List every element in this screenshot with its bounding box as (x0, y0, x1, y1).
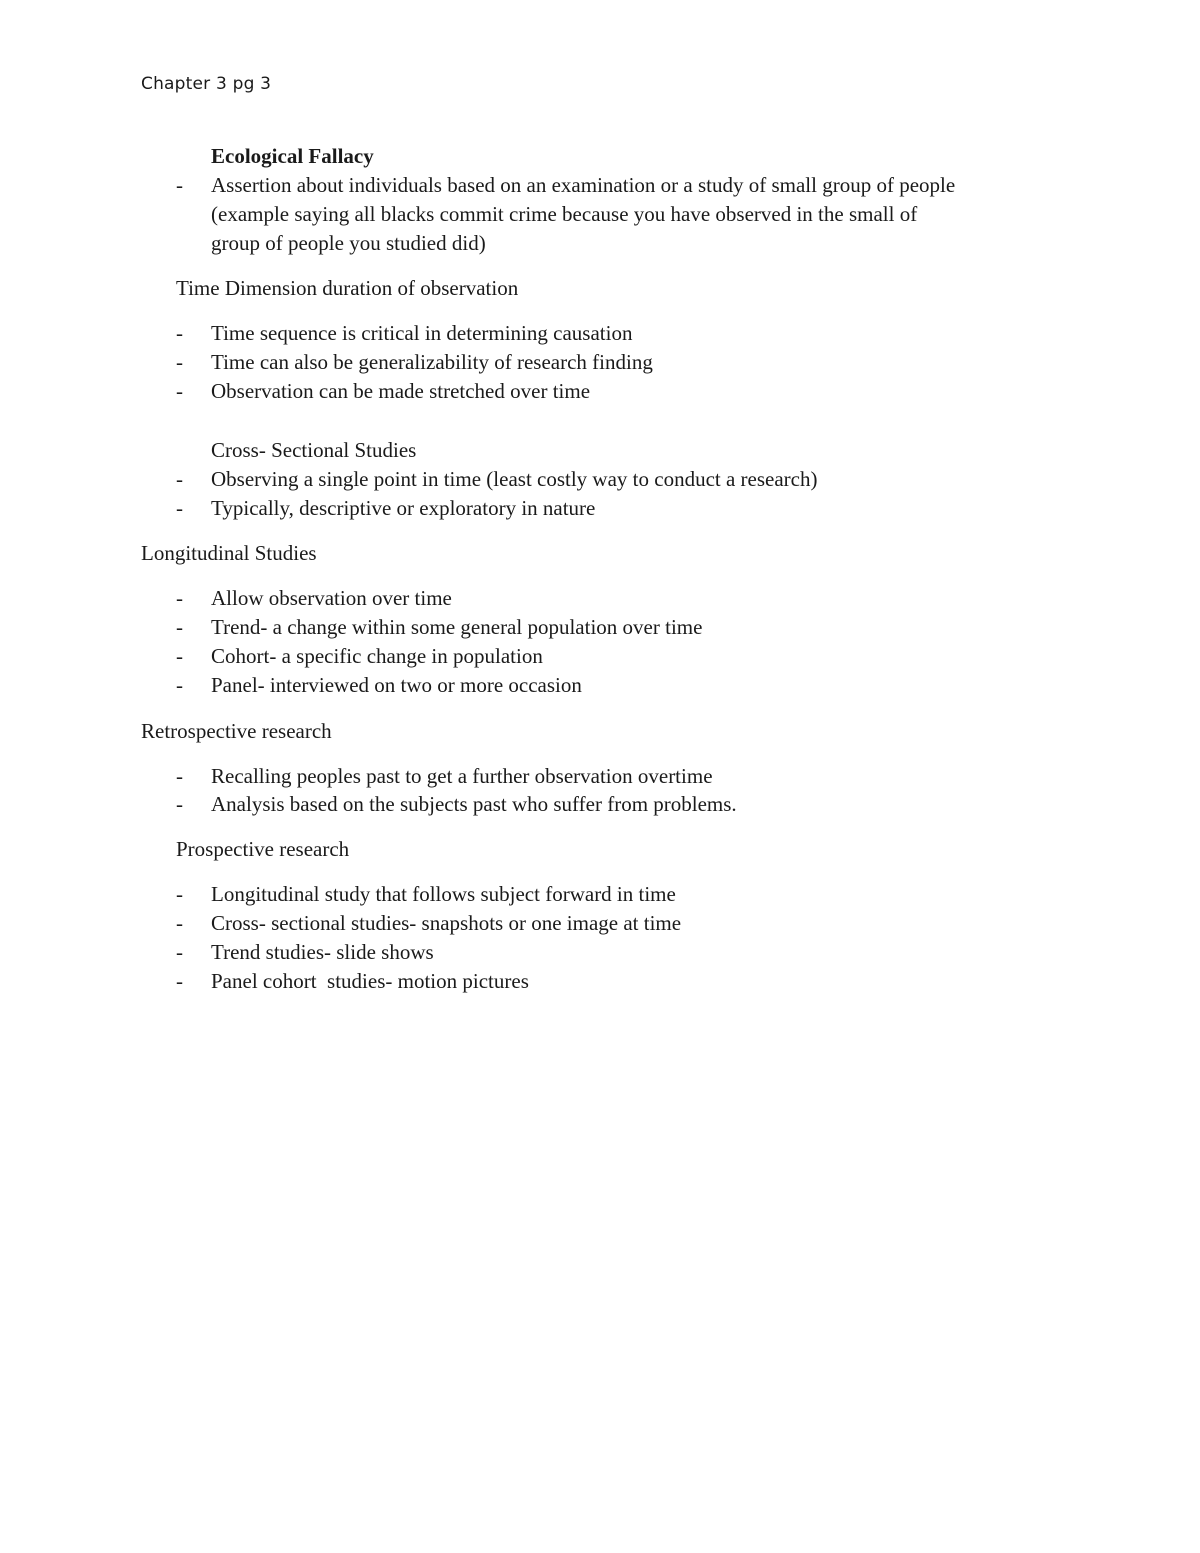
bullet-dash: - (176, 911, 183, 935)
bullet-text: Cross- sectional studies- snapshots or one image at time (211, 911, 682, 935)
bullet-text-continued: (example saying all blacks commit crime because you have observed in the small of (211, 202, 918, 226)
bullet-dash: - (176, 586, 183, 610)
bullet-text: Assertion about individuals based on an examination or a study of small group of people (211, 173, 956, 197)
bullet-text: Time sequence is critical in determining causation (211, 321, 633, 345)
bullet-text: Recalling peoples past to get a further observation overtime (211, 764, 713, 788)
section-title-prospective: Prospective research (176, 837, 350, 861)
bullet-dash: - (176, 496, 183, 520)
bullet-text: Cohort- a specific change in population (211, 644, 543, 668)
section-title-cross-sectional: Cross- Sectional Studies (211, 438, 417, 462)
bullet-dash: - (176, 173, 183, 197)
bullet-text: Observing a single point in time (least costly way to conduct a research) (211, 467, 818, 491)
bullet-dash: - (176, 467, 183, 491)
bullet-dash: - (176, 969, 183, 993)
bullet-text: Panel- interviewed on two or more occasion (211, 673, 582, 697)
bullet-dash: - (176, 644, 183, 668)
bullet-text: Time can also be generalizability of research finding (211, 350, 653, 374)
bullet-text: Trend studies- slide shows (211, 940, 434, 964)
bullet-dash: - (176, 940, 183, 964)
bullet-dash: - (176, 673, 183, 697)
bullet-dash: - (176, 379, 183, 403)
bullet-dash: - (176, 764, 183, 788)
bullet-text: Panel cohort studies- motion pictures (211, 969, 529, 993)
bullet-dash: - (176, 615, 183, 639)
bullet-text: Longitudinal study that follows subject forward in time (211, 882, 676, 906)
bullet-text: Observation can be made stretched over time (211, 379, 591, 403)
bullet-dash: - (176, 321, 183, 345)
page-header: Chapter 3 pg 3 (141, 74, 272, 94)
section-title-longitudinal: Longitudinal Studies (141, 541, 317, 565)
bullet-text: Trend- a change within some general population over time (211, 615, 703, 639)
bullet-text: Analysis based on the subjects past who suffer from problems. (211, 792, 737, 816)
bullet-dash: - (176, 882, 183, 906)
bullet-dash: - (176, 792, 183, 816)
bullet-text: Allow observation over time (211, 586, 452, 610)
bullet-dash: - (176, 350, 183, 374)
bullet-text-continued: group of people you studied did) (211, 231, 486, 255)
bullet-text: Typically, descriptive or exploratory in nature (211, 496, 596, 520)
section-title-time-dimension: Time Dimension duration of observation (176, 276, 519, 300)
section-title-ecological-fallacy: Ecological Fallacy (211, 144, 374, 168)
section-title-retrospective: Retrospective research (141, 719, 332, 743)
